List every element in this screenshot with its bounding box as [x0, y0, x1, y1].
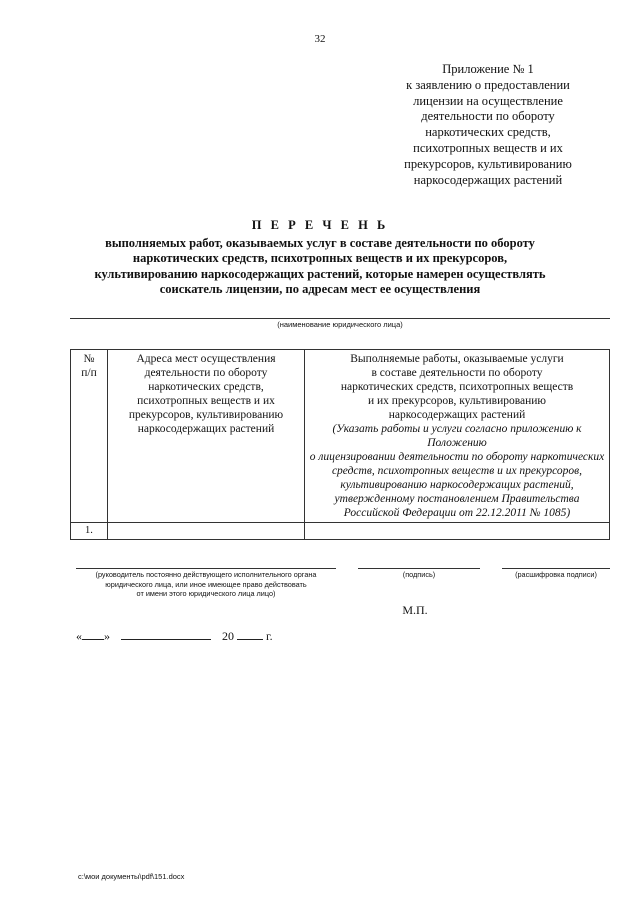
org-name-caption: (наименование юридического лица): [277, 320, 403, 329]
annex-line: к заявлению о предоставлении: [406, 77, 570, 92]
date-close-quote: »: [104, 629, 110, 643]
year-suffix: г.: [266, 629, 273, 643]
annex-line: Приложение № 1: [442, 62, 534, 76]
document-title: [60, 218, 580, 298]
day-field[interactable]: [82, 628, 104, 640]
seal-mark: М.П.: [402, 603, 428, 617]
header-number: № п/п: [71, 350, 108, 523]
title-line: наркотических средств, психотропных веществ и их прекурсоров,: [132, 251, 508, 265]
title-line: соискатель лицензии, по адресам мест ее осуществления: [159, 282, 481, 296]
works-note: (Указать работы и услуги согласно приложению к Положению о лицензировании деятельности по обороту наркотических средств, психотропных веществ и их прекурсоров, культивированию наркосодержащих растений, утвержденному постановлением Правительства Российской Федерации от 22.12.2011 № 1085): [309, 423, 605, 519]
page-number: 32: [314, 33, 326, 45]
signature-caption: (подпись): [402, 570, 436, 579]
title-line: культивированию наркосодержащих растений, которые намерен осуществлять: [94, 266, 546, 281]
org-name-field-line[interactable]: [70, 318, 610, 319]
annex-line: наркотических средств,: [425, 125, 551, 140]
decode-signature-line[interactable]: [502, 568, 610, 569]
decode-caption: (расшифровка подписи): [515, 570, 597, 579]
annex-line: психотропных веществ и их: [413, 140, 563, 155]
annex-line: прекурсоров, культивированию: [404, 156, 572, 171]
month-field[interactable]: [121, 628, 211, 640]
row-number: 1.: [71, 523, 108, 540]
works-table: [70, 349, 610, 540]
header-addresses: Адреса мест осуществления деятельности по обороту наркотических средств, психотропных веществ и их прекурсоров, культивированию наркосодержащих растений: [108, 350, 305, 523]
table-header-row: [71, 350, 610, 523]
row-address-cell[interactable]: [108, 523, 305, 540]
annex-line: наркосодержащих растений: [413, 172, 563, 187]
annex-line: лицензии на осуществление: [413, 93, 563, 108]
header-works: Выполняемые работы, оказываемые услуги в составе деятельности по обороту наркотических средств, психотропных веществ и их прекурсоров, культивированию наркосодержащих растений (Указать работы и услуги согласно приложению к Положению о лицензировании деятельности по обороту наркотических средств, психотропных веществ и их прекурсоров, культивированию наркосодержащих растений, утвержденному постановлением Правительства Российской Федерации от 22.12.2011 № 1085): [305, 350, 610, 523]
year-prefix: 20: [222, 629, 234, 643]
date-row: [76, 628, 273, 644]
title-heading: П Е Р Е Ч Е Н Ь: [251, 218, 389, 232]
table-row: [71, 523, 610, 540]
head-signature-line[interactable]: [76, 568, 336, 569]
annex-line: деятельности по обороту: [421, 109, 555, 124]
annex-header: [378, 62, 598, 188]
title-line: выполняемых работ, оказываемых услуг в составе деятельности по обороту: [105, 235, 535, 250]
footer-file-path: c:\мои документы\pdf\151.docx: [78, 872, 185, 881]
year-field[interactable]: [237, 628, 263, 640]
head-caption: (руководитель постоянно действующего исполнительного органа юридического лица, или иное имеющее право действовать от имени этого юридического лица лицо): [95, 570, 317, 598]
date-open-quote: «: [76, 629, 82, 643]
row-works-cell[interactable]: [305, 523, 610, 540]
signature-line[interactable]: [358, 568, 480, 569]
